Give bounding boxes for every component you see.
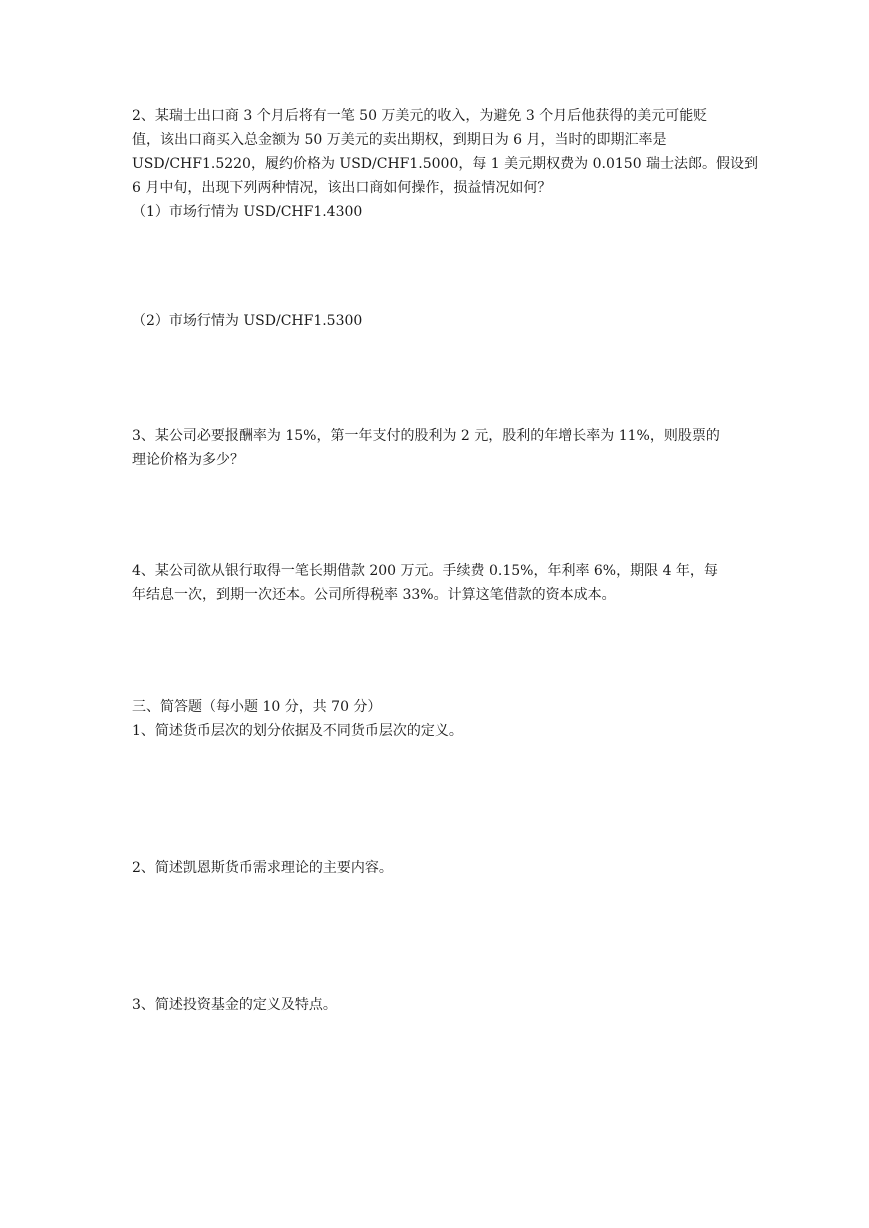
question-3 <box>132 424 738 472</box>
question-2-line-4: 6 月中旬，出现下列两种情况，该出口商如何操作，损益情况如何？ <box>132 180 552 196</box>
question-2-line-3: USD/CHF1.5220，履约价格为 USD/CHF1.5000，每 1 美元期权费为 0.0150 瑞士法郎。假设到 <box>132 156 759 172</box>
section-3-item-1: 1、简述货币层次的划分依据及不同货币层次的定义。 <box>132 723 463 739</box>
question-2-case-2-block <box>132 309 738 333</box>
section-3-item-2-block <box>132 856 738 880</box>
section-3-heading: 三、简答题（每小题 10 分，共 70 分） <box>132 699 382 715</box>
question-2 <box>132 104 759 224</box>
question-2-line-1: 2、某瑞士出口商 3 个月后将有一笔 50 万美元的收入，为避免 3 个月后他获得的美元可能贬 <box>132 108 708 124</box>
question-4 <box>132 559 738 607</box>
question-2-case-2: （2）市场行情为 USD/CHF1.5300 <box>132 313 363 329</box>
section-3-item-3: 3、简述投资基金的定义及特点。 <box>132 997 337 1013</box>
question-2-line-2: 值，该出口商买入总金额为 50 万美元的卖出期权，到期日为 6 月，当时的即期汇率是 <box>132 132 667 148</box>
question-4-line-1: 4、某公司欲从银行取得一笔长期借款 200 万元。手续费 0.15%，年利率 6%，期限 4 年，每 <box>132 563 718 579</box>
question-2-case-1: （1）市场行情为 USD/CHF1.4300 <box>132 204 363 220</box>
section-3 <box>132 695 738 743</box>
question-3-line-2: 理论价格为多少？ <box>132 452 244 468</box>
question-4-line-2: 年结息一次，到期一次还本。公司所得税率 33%。计算这笔借款的资本成本。 <box>132 587 616 603</box>
section-3-item-2: 2、简述凯恩斯货币需求理论的主要内容。 <box>132 860 393 876</box>
question-3-line-1: 3、某公司必要报酬率为 15%，第一年支付的股利为 2 元，股利的年增长率为 11%，则股票的 <box>132 428 720 444</box>
section-3-item-3-block <box>132 993 738 1017</box>
